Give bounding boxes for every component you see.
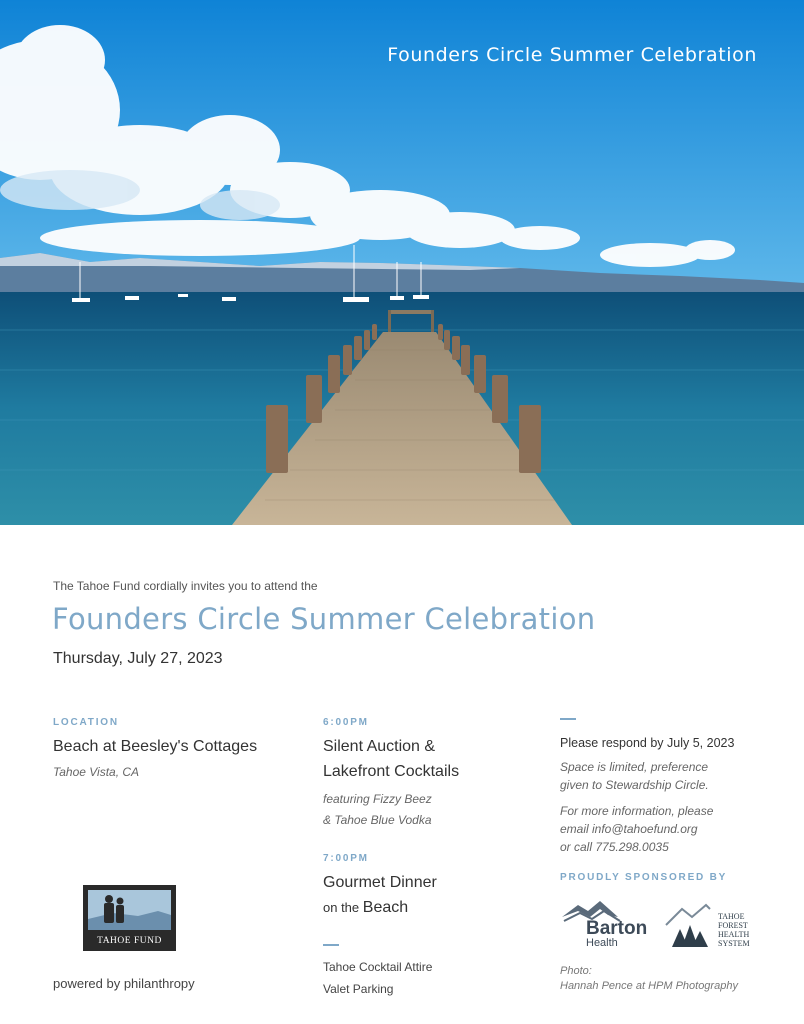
schedule-time-1: 6:00PM <box>323 717 369 728</box>
rsvp-info-2: email info@tahoefund.org <box>560 822 698 836</box>
tahoe-fund-logo <box>83 885 176 951</box>
rsvp-info-1: For more information, please <box>560 804 714 818</box>
location-label: LOCATION <box>53 717 119 728</box>
tfhs-line4: SYSTEM <box>718 939 750 948</box>
venue-name: Beach at Beesley's Cottages <box>53 738 258 755</box>
event-title: Founders Circle Summer Celebration <box>52 602 596 636</box>
schedule-item-1-note1: featuring Fizzy Beez <box>323 792 432 806</box>
tfhs-line2: FOREST <box>718 921 748 930</box>
pine-trees-icon <box>672 925 708 947</box>
schedule-item-2-line2-prefix: on the <box>323 900 363 915</box>
photo-credit-label: Photo: <box>560 965 592 977</box>
org-tagline: powered by philanthropy <box>53 976 195 991</box>
rsvp-limited-1: Space is limited, preference <box>560 760 709 774</box>
rsvp-deadline: Please respond by July 5, 2023 <box>560 736 735 750</box>
tfhs-line3: HEALTH <box>718 930 750 939</box>
schedule-time-2: 7:00PM <box>323 853 369 864</box>
divider-dash <box>560 718 576 720</box>
sponsors-label: PROUDLY SPONSORED BY <box>560 872 728 883</box>
schedule-item-1-line2: Lakefront Cocktails <box>323 763 460 780</box>
barton-health-logo <box>560 895 760 955</box>
venue-city: Tahoe Vista, CA <box>53 765 140 779</box>
barton-name: Barton <box>586 918 648 939</box>
schedule-item-2-line2 <box>323 895 533 920</box>
rsvp-info-3: or call 775.298.0035 <box>560 840 669 854</box>
photo-credit <box>560 964 738 994</box>
schedule-section <box>323 717 533 1000</box>
sponsor-logos <box>560 895 760 955</box>
hero-title: Founders Circle Summer Celebration <box>387 44 757 66</box>
parking-note: Valet Parking <box>323 982 394 996</box>
invite-intro: The Tahoe Fund cordially invites you to attend the <box>53 579 318 593</box>
barton-sub: Health <box>586 937 618 949</box>
logo-text: TAHOE FUND <box>97 936 162 946</box>
event-date: Thursday, July 27, 2023 <box>53 650 223 667</box>
divider-dash <box>323 944 339 946</box>
schedule-item-2-line2-main: Beach <box>362 899 409 916</box>
photo-credit-name: Hannah Pence at HPM Photography <box>560 980 738 992</box>
rsvp-limited-2: given to Stewardship Circle. <box>560 778 709 792</box>
schedule-item-1-line1: Silent Auction & <box>323 738 436 755</box>
attire-note: Tahoe Cocktail Attire <box>323 960 433 974</box>
location-section <box>53 717 293 781</box>
schedule-item-2-line1: Gourmet Dinner <box>323 874 437 891</box>
rsvp-section <box>560 718 770 883</box>
tfhs-line1: TAHOE <box>718 912 745 921</box>
schedule-item-1-note2: & Tahoe Blue Vodka <box>323 813 432 827</box>
